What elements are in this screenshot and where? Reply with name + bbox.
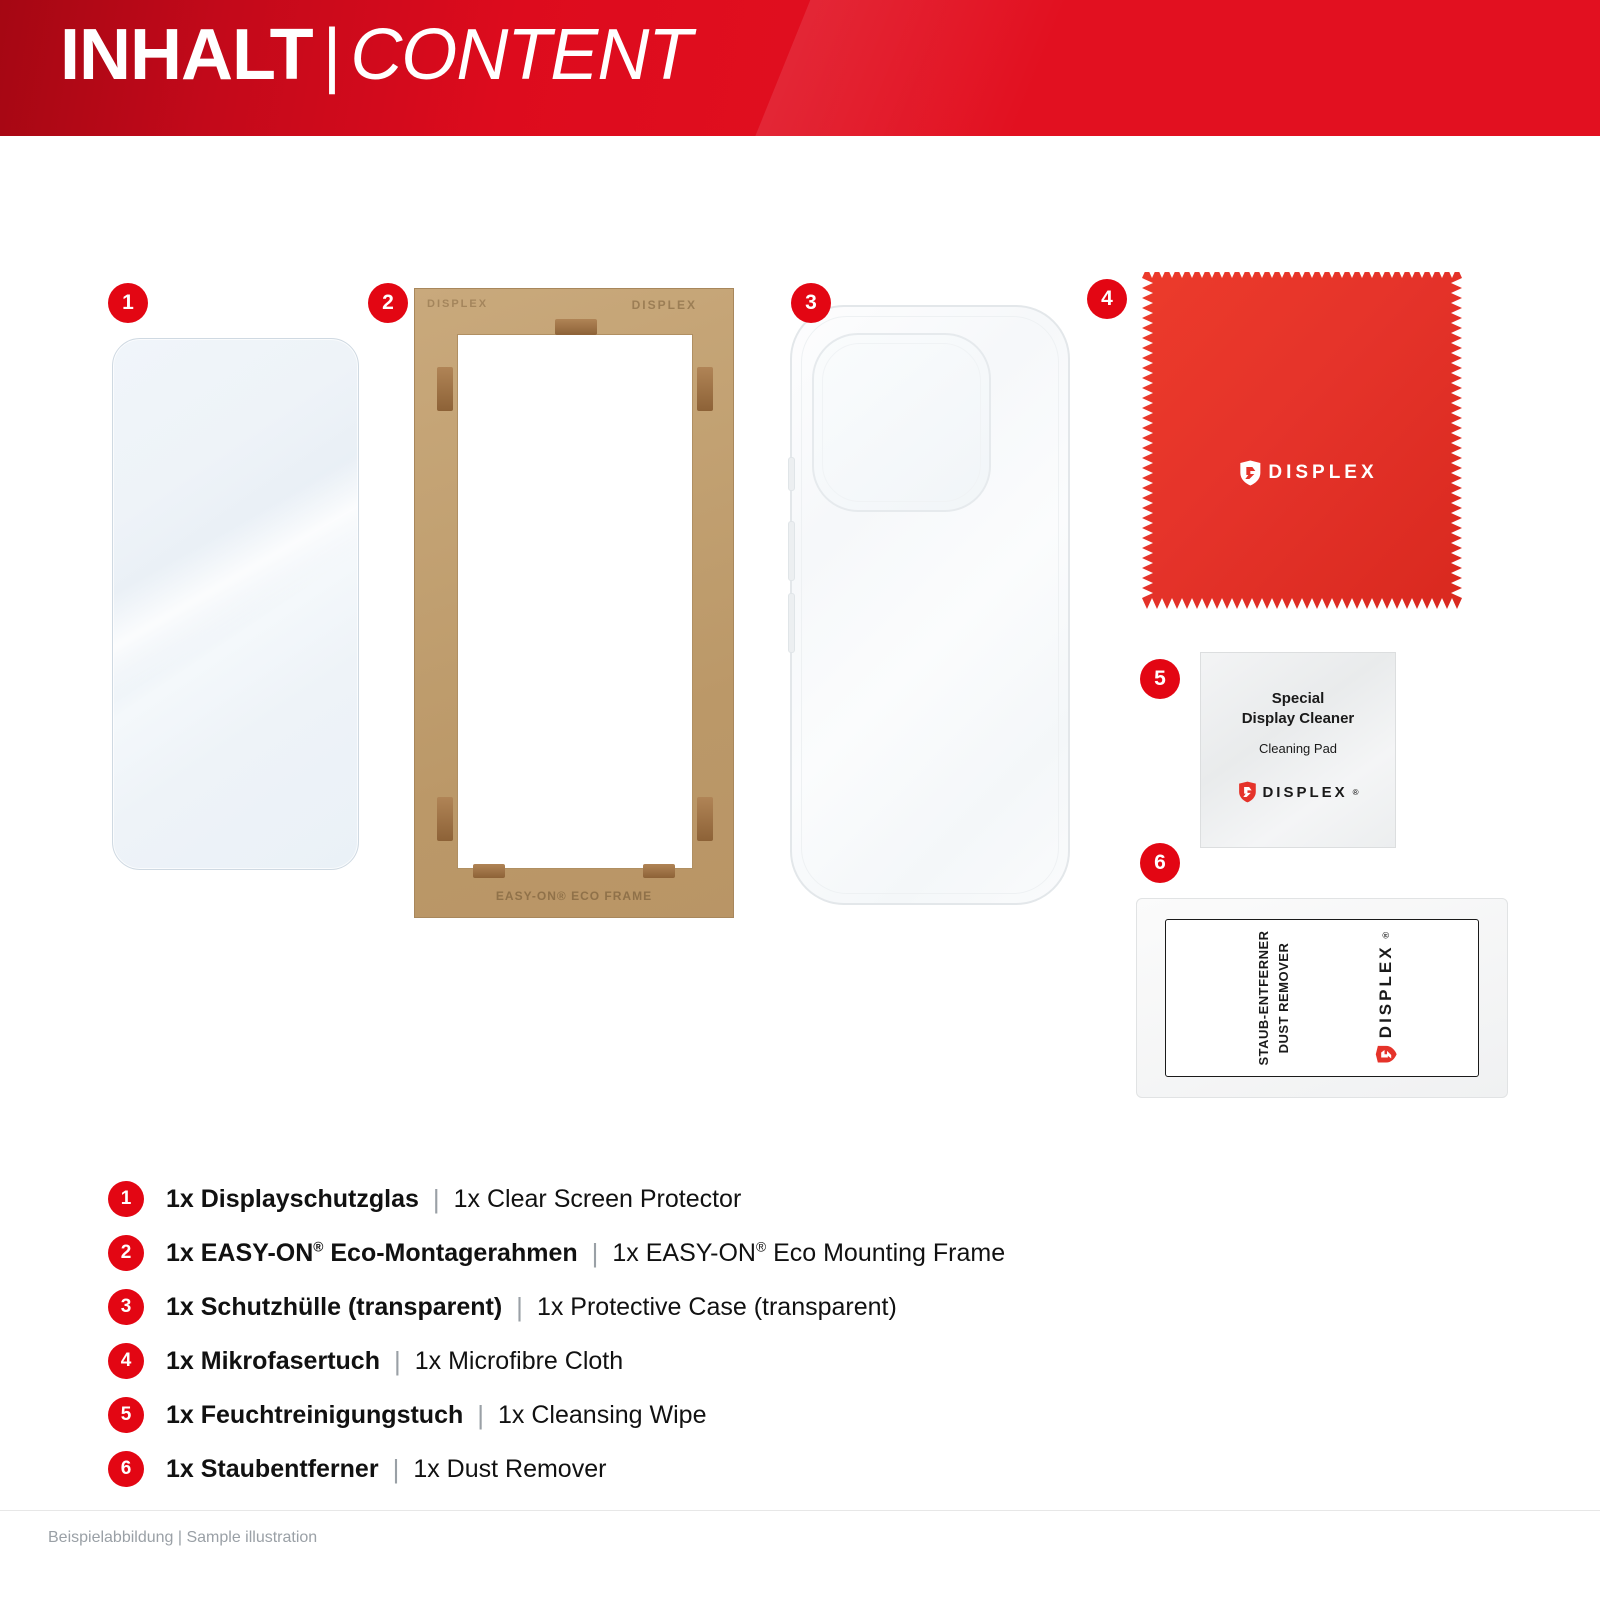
- legend-list: [108, 1172, 1208, 1496]
- legend-label-en-2-reg: ®: [755, 1239, 767, 1255]
- frame-footer-text: EASY-ON® ECO FRAME: [495, 889, 653, 903]
- legend-label-de-2-pre: 1x EASY-ON: [166, 1238, 314, 1267]
- badge-1: 1: [108, 283, 148, 323]
- legend-separator-6: |: [392, 1453, 400, 1484]
- footnote: Beispielabbildung | Sample illustration: [48, 1529, 318, 1546]
- screen-protector-glass: [112, 338, 359, 870]
- dust-remover-brand-registered: ®: [1380, 931, 1391, 939]
- legend-badge-6: 6: [108, 1451, 144, 1487]
- legend-label-de-4: 1x Mikrofasertuch: [166, 1346, 380, 1375]
- wipe-subtitle: Cleaning Pad: [1258, 741, 1338, 756]
- dust-remover-label-de: STAUB-ENTFERNER: [1256, 930, 1272, 1066]
- wipe-title-line2: Display Cleaner: [1241, 710, 1355, 728]
- legend-label-de-2-reg: ®: [313, 1239, 324, 1255]
- legend-item-4: [108, 1334, 1208, 1388]
- displex-shield-icon: [1237, 781, 1257, 803]
- case-volume-up-cutout: [788, 521, 795, 581]
- legend-separator-2: |: [591, 1237, 599, 1268]
- page-title-separator: |: [322, 15, 341, 95]
- case-camera-cutout: [812, 333, 991, 512]
- badge-4: 4: [1087, 279, 1127, 319]
- dust-remover-brand-label: DISPLEX: [1375, 944, 1395, 1039]
- frame-window: [457, 334, 693, 869]
- frame-tab-right-upper: [697, 367, 713, 411]
- cleansing-wipe-sachet: [1200, 652, 1396, 848]
- dust-remover-label: [1254, 930, 1293, 1065]
- legend-item-1: [108, 1172, 1208, 1226]
- dust-remover-sticker: [1136, 898, 1508, 1098]
- legend-separator-5: |: [477, 1399, 485, 1430]
- header-shine-decoration: [734, 0, 1087, 136]
- frame-tab-left-upper: [437, 367, 453, 411]
- legend-item-3: [108, 1280, 1208, 1334]
- frame-tab-bottom-right: [643, 864, 675, 878]
- page-title: [60, 14, 691, 96]
- frame-tab-top: [555, 319, 597, 335]
- dust-remover-panel: [1165, 919, 1479, 1077]
- page-header: [0, 0, 1600, 136]
- legend-separator-1: |: [432, 1183, 440, 1214]
- legend-separator-3: |: [516, 1291, 523, 1322]
- badge-6: 6: [1140, 843, 1180, 883]
- legend-label-de-3: 1x Schutzhülle (transparent): [166, 1292, 503, 1321]
- legend-label-de-2-post: Eco-Montagerahmen: [323, 1238, 578, 1267]
- frame-tab-bottom-left: [473, 864, 505, 878]
- legend-label-en-6: 1x Dust Remover: [413, 1454, 607, 1483]
- legend-badge-4: 4: [108, 1343, 144, 1379]
- frame-brand-right: DISPLEX: [631, 298, 697, 312]
- protective-case: [790, 305, 1070, 905]
- frame-brand-left: DISPLEX: [427, 298, 489, 310]
- wipe-brand-registered: ®: [1352, 787, 1359, 797]
- displex-shield-icon: [1375, 1044, 1397, 1064]
- wipe-brand-logo: [1237, 781, 1358, 803]
- frame-tab-left-lower: [437, 797, 453, 841]
- case-volume-down-cutout: [788, 593, 795, 653]
- legend-badge-2: 2: [108, 1235, 144, 1271]
- legend-badge-1: 1: [108, 1181, 144, 1217]
- legend-label-en-1: 1x Clear Screen Protector: [453, 1184, 742, 1213]
- legend-label-en-2-post: Eco Mounting Frame: [766, 1238, 1006, 1267]
- cloth-shape-icon: [1136, 272, 1480, 620]
- legend-label-de-2: [166, 1239, 578, 1268]
- footer-divider: [0, 1510, 1600, 1511]
- page-title-de: INHALT: [60, 15, 313, 95]
- legend-item-6: [108, 1442, 1208, 1496]
- case-camera-inner-edge: [822, 343, 981, 502]
- legend-label-en-3: 1x Protective Case (transparent): [536, 1292, 897, 1321]
- frame-tab-right-lower: [697, 797, 713, 841]
- cloth-brand-label: DISPLEX: [1268, 461, 1378, 483]
- badge-3: 3: [791, 283, 831, 323]
- badge-2: 2: [368, 283, 408, 323]
- legend-label-de-5: 1x Feuchtreinigungstuch: [166, 1400, 464, 1429]
- badge-5: 5: [1140, 659, 1180, 699]
- legend-label-en-5: 1x Cleansing Wipe: [498, 1400, 707, 1429]
- case-mute-switch-cutout: [788, 457, 795, 491]
- legend-badge-3: 3: [108, 1289, 144, 1325]
- page-title-en: CONTENT: [350, 15, 692, 95]
- legend-label-de-6: 1x Staubentferner: [166, 1454, 379, 1483]
- legend-item-2: [108, 1226, 1208, 1280]
- legend-separator-4: |: [393, 1345, 401, 1376]
- microfibre-cloth: [1136, 272, 1480, 620]
- legend-item-5: [108, 1388, 1208, 1442]
- legend-label-de-1: 1x Displayschutzglas: [166, 1184, 419, 1213]
- cloth-brand-logo: [1238, 460, 1377, 486]
- easy-on-mounting-frame: [414, 288, 734, 918]
- wipe-title: [1201, 689, 1395, 730]
- displex-shield-icon: [1238, 460, 1262, 486]
- wipe-brand-label: DISPLEX: [1262, 783, 1348, 801]
- legend-label-en-2: [612, 1239, 1005, 1268]
- dust-remover-brand-logo: [1375, 932, 1397, 1064]
- legend-badge-5: 5: [108, 1397, 144, 1433]
- wipe-title-line1: Special: [1271, 690, 1325, 707]
- legend-label-en-2-pre: 1x EASY-ON: [612, 1238, 756, 1267]
- legend-label-en-4: 1x Microfibre Cloth: [414, 1346, 624, 1375]
- dust-remover-label-en: DUST REMOVER: [1275, 942, 1291, 1054]
- glass-highlight: [113, 339, 358, 869]
